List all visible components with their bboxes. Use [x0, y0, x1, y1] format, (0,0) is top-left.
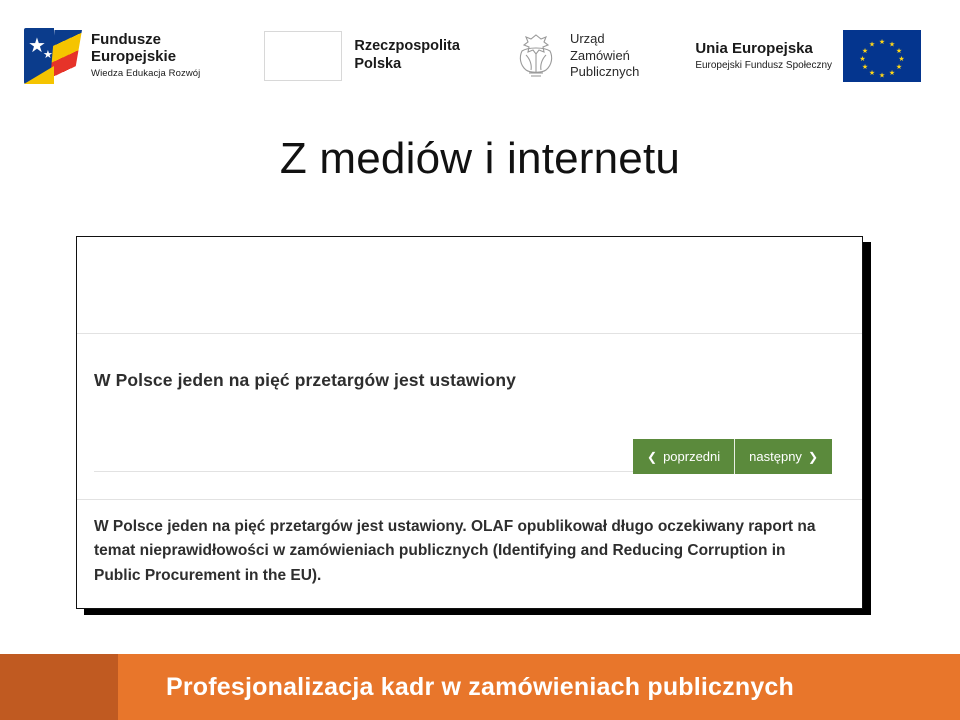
fe-line-3: Wiedza Edukacja Rozwój: [91, 67, 201, 79]
svg-text:★: ★: [868, 70, 876, 77]
star-icon: ★: [43, 49, 53, 61]
rzeczpospolita-polska-text: [354, 38, 460, 73]
previous-button-label: poprzedni: [663, 449, 721, 464]
svg-text:★: ★: [859, 56, 866, 63]
fundusze-europejskie-mark-icon: [24, 28, 82, 84]
svg-text:★: ★: [868, 41, 876, 49]
svg-text:★: ★: [888, 70, 896, 77]
svg-text:★: ★: [861, 48, 869, 55]
svg-text:★: ★: [895, 64, 903, 71]
ue-line-1: Unia Europejska: [695, 40, 813, 57]
article-navigation[interactable]: [633, 439, 832, 474]
unia-europejska-text: [695, 40, 832, 72]
footer-title: Profesjonalizacja kadr w zamówieniach publicznych: [165, 672, 795, 701]
svg-text:★: ★: [878, 39, 886, 46]
fe-line-1: Fundusze: [91, 31, 161, 49]
uzp-text: [570, 31, 639, 80]
divider-bottom: [77, 499, 863, 500]
logo-fundusze-europejskie: [24, 28, 200, 84]
footer-bar: [0, 654, 960, 720]
chevron-right-icon: ❯: [807, 449, 818, 464]
article-body: W Polsce jeden na pięć przetargów jest ustawiony. OLAF opublikował długo oczekiwany raport na temat nieprawidłowości w zamówieniach publicznych (Identifying and Reducing Corruption in Public Procurement in the EU).: [94, 518, 816, 584]
embedded-screenshot: [76, 236, 863, 609]
svg-text:★: ★: [878, 72, 886, 80]
svg-text:★: ★: [898, 56, 905, 63]
rp-line-2: Polska: [354, 56, 402, 72]
next-button-label: następny: [749, 449, 802, 464]
article-headline: W Polsce jeden na pięć przetargów jest ustawiony: [94, 370, 516, 390]
star-icon: ★: [28, 35, 46, 57]
previous-button[interactable]: [633, 439, 735, 474]
uzp-line-2: Zamówień: [569, 47, 630, 63]
svg-text:★: ★: [895, 48, 903, 55]
chevron-left-icon: ❮: [647, 449, 658, 464]
divider-middle: [94, 471, 642, 472]
fundusze-europejskie-text: [91, 32, 200, 79]
rp-line-1: Rzeczpospolita: [354, 38, 460, 55]
poland-flag-icon: [264, 31, 342, 81]
svg-text:★: ★: [888, 41, 896, 49]
uzp-line-3: Publicznych: [569, 64, 640, 80]
uzp-line-1: Urząd: [569, 31, 605, 47]
divider-top: [77, 333, 863, 334]
eu-flag-icon: [843, 30, 921, 82]
next-button[interactable]: [735, 439, 832, 474]
logo-urzad-zamowien-publicznych: [512, 29, 639, 83]
page-title: Z mediów i internetu: [279, 134, 681, 183]
header-logo-strip: [0, 0, 960, 112]
ue-line-2: Europejski Fundusz Społeczny: [695, 60, 833, 71]
logo-unia-europejska: [695, 30, 921, 82]
fe-line-2: Europejskie: [91, 48, 177, 66]
logo-rzeczpospolita-polska: [264, 31, 460, 81]
svg-text:★: ★: [861, 64, 869, 71]
polish-eagle-icon: [512, 29, 560, 83]
